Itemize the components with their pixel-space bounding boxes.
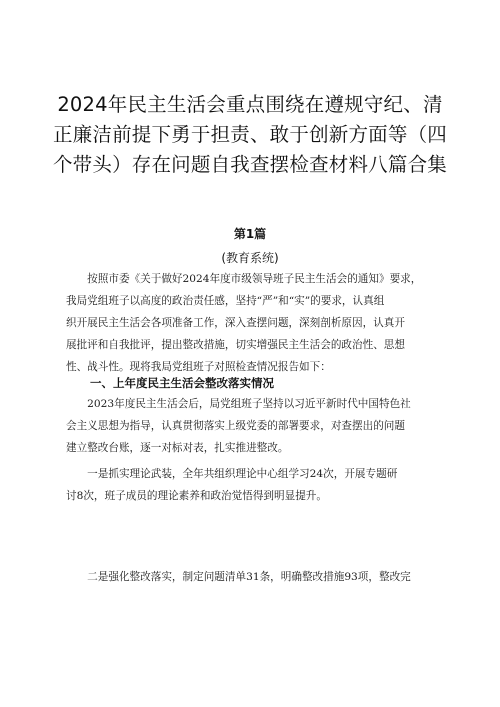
paragraph-line: 织开展民主生活会各项准备工作，深入查摆问题，深刻剖析原因，认真开 [66, 317, 405, 329]
paragraph-line: 建立整改台账，逐一对标对表，扎实推进整改。 [66, 442, 289, 454]
title-line: 正廉洁前提下勇于担责、敢于创新方面等（四 [52, 123, 447, 146]
chapter-subtitle: (教育系统) [221, 251, 279, 265]
paragraph-line: 按照市委《关于做好2024年度市级领导班子民主生活会的通知》要求， [66, 273, 422, 285]
paragraph-line: 展批评和自我批评，提出整改措施，切实增强民主生活会的政治性、思想 [66, 339, 405, 351]
paragraph-line: 二是强化整改落实，制定问题清单31条，明确整改措施93项，整改完 [66, 571, 411, 583]
paragraph-line: 我局党组班子以高度的政治责任感，坚持“严”和“实”的要求，认真组 [66, 295, 385, 307]
paragraph-4 [66, 566, 436, 588]
document-title [52, 90, 448, 180]
title-line: 个带头）存在问题自我查摆检查材料八篇合集 [52, 153, 447, 176]
paragraph-line: 一是抓实理论武装，全年共组织理论中心组学习24次，开展专题研 [66, 468, 398, 480]
paragraph-line: 会主义思想为指导，认真贯彻落实上级党委的部署要求，对查摆出的问题 [66, 420, 405, 432]
intro-paragraph [66, 268, 436, 378]
paragraph-line: 讨8次，班子成员的理论素养和政治觉悟得到明显提升。 [66, 490, 327, 502]
section-heading: 一、上年度民主生活会整改落实情况 [90, 376, 274, 390]
paragraph-3 [66, 463, 436, 507]
paragraph-2 [66, 393, 436, 459]
paragraph-line: 2023年度民主生活会后，局党组班子坚持以习近平新时代中国特色社 [66, 398, 411, 410]
chapter-label: 第1篇 [233, 227, 267, 241]
paragraph-line: 性、战斗性。现将我局党组班子对照检查情况报告如下： [66, 361, 331, 373]
title-line: 2024年民主生活会重点围绕在遵规守纪、清 [57, 93, 443, 116]
